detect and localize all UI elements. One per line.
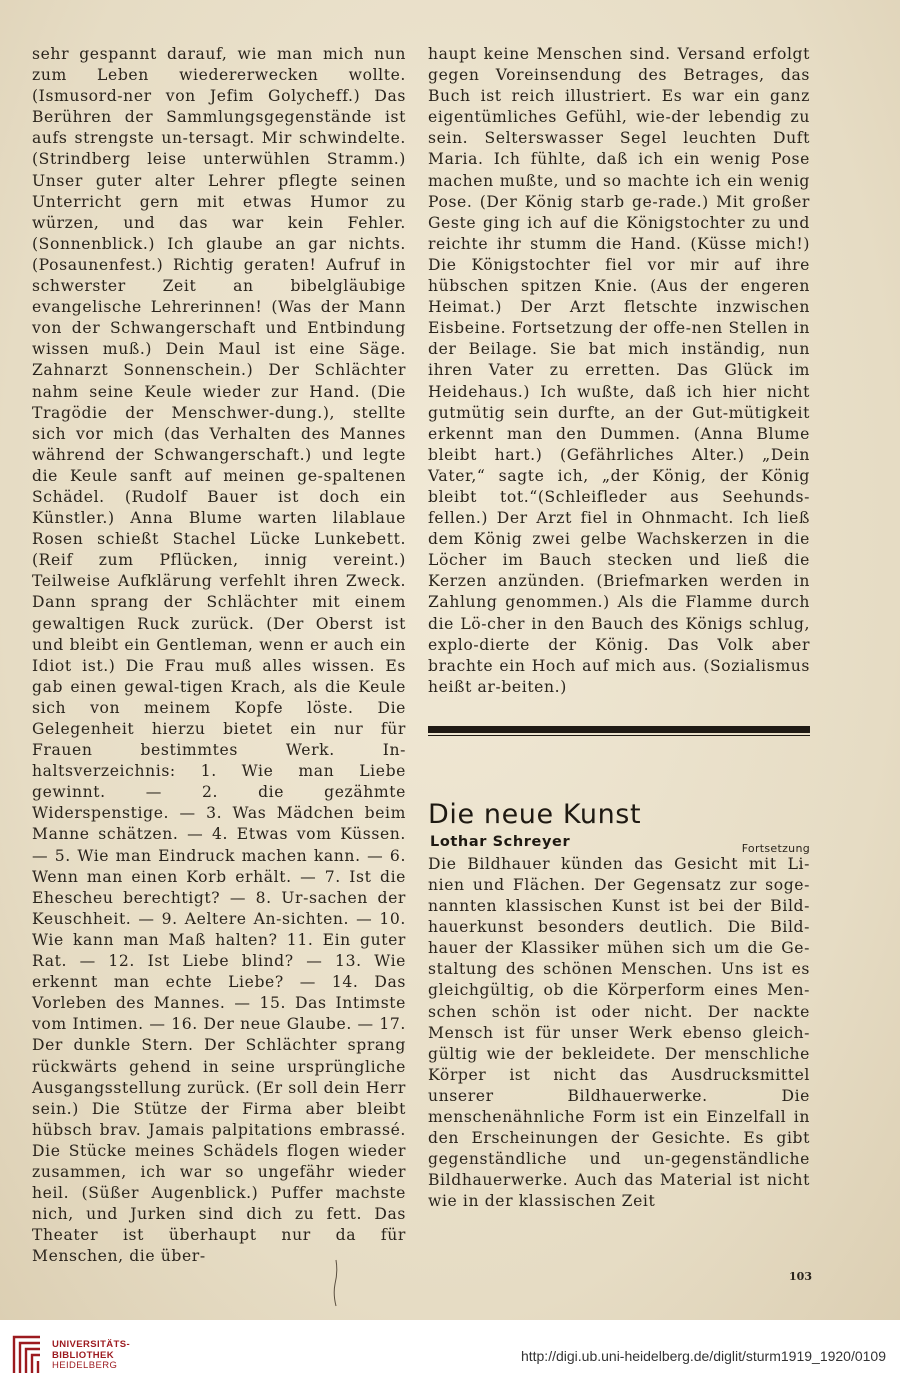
library-logo-icon xyxy=(10,1333,44,1377)
article-title: Die neue Kunst xyxy=(428,798,642,830)
right-column xyxy=(428,44,810,1213)
divider-thick-line xyxy=(428,726,810,733)
page-number: 103 xyxy=(789,1270,812,1283)
article-author: Lothar Schreyer xyxy=(430,833,571,850)
article-text: Die Bildhauer künden das Gesicht mit Li-nien und Flächen. Der Gegensatz zur soge-nannten klassischen Kunst ist bei der Bild-hauerkunst besonders deutlich. Die Bild-hauer der Klassiker mühen sich um die Ge-staltung des schönen Menschen. Uns ist es gleichgültig, ob die Körperform eines Men-schen schön ist oder nicht. Der nackte Mensch ist für unser Werk ebenso gleich-gültig wie der bekleidete. Der menschliche Körper ist nicht das Ausdrucksmittel unserer Bildhauerwerke. Die menschenähnliche Form ist ein Einzelfall in den Erscheinungen der Gesichte. Es gibt gegenständliche und un-gegenständliche Bildhauerwerke. Auch das Material ist nicht wie in der klassischen Zeit xyxy=(428,854,810,1211)
margin-mark xyxy=(330,1258,342,1308)
left-column xyxy=(32,44,406,1267)
footer-bar xyxy=(0,1320,900,1388)
library-name-line2: BIBLIOTHEK xyxy=(52,1349,115,1361)
section-divider xyxy=(428,726,810,738)
byline xyxy=(428,832,810,854)
left-column-text: sehr gespannt darauf, wie man mich nun zum Leben wiedererwecken wollte. (Ismusord-ner von Jefim Golycheff.) Das Berühren der Sammlungsgegenstände ist aufs strengste un-tersagt. Mir schwindelte. (Strindberg leise unterwühlen Stramm.) Unser guter alter Lehrer pflegte seinen Unterricht gern mit etwas Humor zu würzen, und das war kein Fehler. (Sonnenblick.) Ich glaube an gar nichts. (Posaunenfest.) Richtig geraten! Aufruf in schwerster Zeit an bibelgläubige evangelische Lehrerinnen! (Was der Mann von der Schwangerschaft und Entbindung wissen muß.) Dein Maul ist eine Säge. Zahnarzt Sonnenschein.) Der Schlächter nahm seine Keule wieder zur Hand. (Die Tragödie der Menschwer-dung.), stellte sich vor mich (das Verhalten des Mannes während der Schwangerschaft.) und legte die Keule sanft auf meinen ge-spaltenen Schädel. (Rudolf Bauer ist doch ein Künstler.) Anna Blume warten lilablaue Rosen schießt Stachel Lücke Lunkebett. (Reif zum Pflücken, innig vereint.) Teilweise Aufklärung verfehlt ihren Zweck. Dann sprang der Schlächter mit einem gewaltigen Ruck zurück. (Der Oberst ist und bleibt ein Gentleman, wenn er auch ein Idiot ist.) Die Frau muß alles wissen. Es gab einen gewal-tigen Krach, als die Keule sich von meinem Kopfe löste. Die Gelegenheit hierzu bietet ein nur für Frauen bestimmtes Werk. In-haltsverzeichnis: 1. Wie man Liebe gewinnt. — 2. die gezähmte Widerspenstige. — 3. Was Mädchen beim Manne schätzen. — 4. Etwas vom Küssen. — 5. Wie man Eindruck machen kann. — 6. Wenn man einen Korb erhält. — 7. Ist die Ehescheu berechtigt? — 8. Ur-sachen der Keuschheit. — 9. Aeltere An-sichten. — 10. Wie kann man Maß halten? 11. Ein guter Rat. — 12. Ist Liebe blind? — 13. Wie erkennt man echte Liebe? — 14. Das Vorleben des Mannes. — 15. Das Intimste vom Intimen. — 16. Der neue Glaube. — 17. Der dunkle Stern. Der Schlächter sprang rückwärts gehend in seine ursprüngliche Ausgangsstellung zurück. (Er soll dein Herr sein.) Die Stütze der Firma aber bleibt hübsch brav. Jamais palpitations embrassé. Die Stücke meines Schädels flogen wieder zusammen, ich war so ungefähr wieder heil. (Süßer Augenblick.) Puffer machste nich, und Jurken sind dich zu fett. Das Theater ist überhaupt nur da für Menschen, die über- xyxy=(32,45,406,1266)
library-name xyxy=(52,1340,130,1372)
right-column-text: haupt keine Menschen sind. Versand erfolgt gegen Voreinsendung des Betrages, das Buch ist reich illustriert. Es war ein ganz eigentümliches Gefühl, wie-der lebendig zu sein. Selterswasser Segel leuchten Duft Maria. Ich fühlte, daß ich ein wenig Pose machen mußte, und so machte ich ein wenig Pose. (Der König starb ge-rade.) Mit großer Geste ging ich auf die Königstochter zu und reichte ihr stumm die Hand. (Küsse mich!) Die Königstochter fiel vor mir auf ihre hübschen spitzen Knie. (Aus der engeren Heimat.) Der Arzt fletschte inzwischen Eisbeine. Fortsetzung der offe-nen Stellen in der Beilage. Sie bat mich inständig, nun ihren Vater zu erretten. Das Glück im Heidehaus.) Ich wußte, daß ich hier nicht gutmütig sein durfte, an der Gut-mütigkeit erkennt man den Dummen. (Anna Blume bleibt hart.) (Gefährliches Alter.) „Dein Vater,“ sagte ich, „der König, der König bleibt tot.“(Schleifleder aus Seehunds-fellen.) Der Arzt fiel in Ohnmacht. Ich ließ dem König zwei gelbe Wachskerzen in die Löcher im Bauch stecken und ließ die Kerzen anzünden. (Briefmarken werden in Zahlung genommen.) Als die Flamme durch die Lö-cher in den Bauch des Königs schlug, explo-dierte der König. Das Volk aber brachte ein Hoch auf mich aus. (Sozialismus heißt ar-beiten.) xyxy=(428,45,810,696)
continued-label: Fortsetzung xyxy=(741,841,810,855)
library-name-line3: HEIDELBERG xyxy=(52,1360,118,1371)
divider-thin-line xyxy=(428,735,810,736)
permalink-url[interactable]: http://digi.ub.uni-heidelberg.de/diglit/sturm1919_1920/0109 xyxy=(520,1348,886,1364)
library-name-line1: UNIVERSITÄTS- xyxy=(52,1339,131,1350)
